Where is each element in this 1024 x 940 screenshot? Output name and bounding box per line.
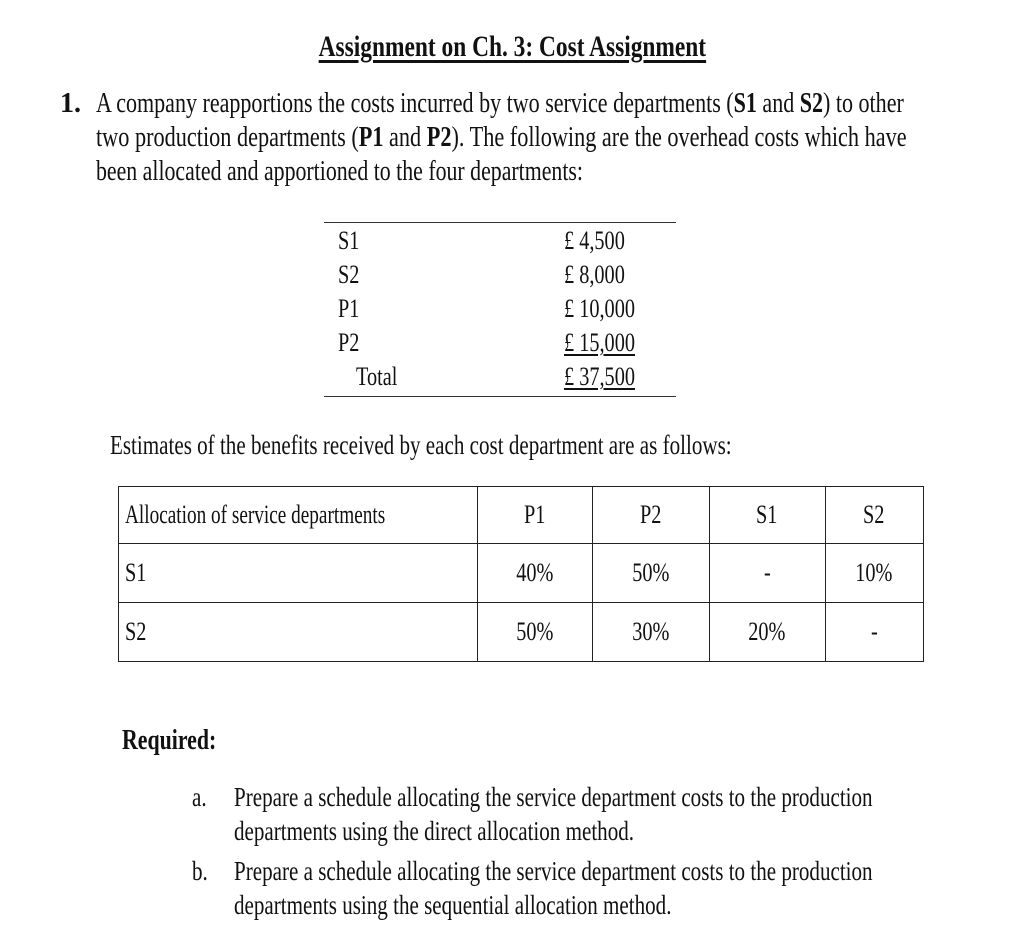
title-text: Assignment on Ch. 3: Cost Assignment (318, 30, 706, 63)
estimates-text: Estimates of the benefits received by each cost department are as follows: (110, 430, 732, 460)
question-line-2: two production departments (P1 and P2). The following are the overhead costs which have (96, 122, 907, 153)
benefits-table (118, 486, 924, 662)
row-label-cell: S2 (119, 603, 478, 662)
value-cell: 20% (709, 603, 825, 662)
value-cell: 40% (477, 544, 592, 603)
cost-amount: £ 8,000 (564, 260, 625, 289)
value-cell: 30% (592, 603, 709, 662)
cost-amount: £ 15,000 (564, 328, 635, 357)
required-item-a-line-2: departments using the direct allocation method. (234, 816, 635, 846)
cost-total-amount: £ 37,500 (564, 362, 635, 391)
benefits-header-row (119, 487, 924, 544)
cost-table-top-rule (324, 222, 676, 223)
value-cell: - (709, 544, 825, 603)
required-item-b-letter: b. (192, 856, 208, 886)
cost-dept-label: P2 (338, 328, 360, 357)
cost-amount: £ 4,500 (564, 226, 625, 255)
cost-amount: £ 10,000 (564, 294, 635, 323)
cost-table-bottom-rule (324, 396, 676, 397)
required-item-a-letter: a. (192, 782, 207, 812)
header-cell: Allocation of service departments (119, 487, 478, 544)
cost-total-label: Total (356, 362, 398, 391)
header-cell: P1 (477, 487, 592, 544)
question-number: 1. (60, 88, 81, 119)
row-label-cell: S1 (119, 544, 478, 603)
required-item-b-line-1: Prepare a schedule allocating the service department costs to the production (234, 856, 873, 886)
value-cell: 10% (825, 544, 923, 603)
header-cell: S1 (709, 487, 825, 544)
cost-dept-label: S2 (338, 260, 360, 289)
table-row (119, 544, 924, 603)
required-item-a-line-1: Prepare a schedule allocating the service department costs to the production (234, 782, 873, 812)
required-heading: Required: (122, 725, 217, 756)
value-cell: - (825, 603, 923, 662)
cost-dept-label: S1 (338, 226, 360, 255)
header-cell: S2 (825, 487, 923, 544)
page-title (0, 30, 1024, 64)
value-cell: 50% (592, 544, 709, 603)
header-cell: P2 (592, 487, 709, 544)
question-line-1: A company reapportions the costs incurred by two service departments (S1 and S2) to other (96, 88, 904, 119)
cost-dept-label: P1 (338, 294, 360, 323)
required-item-b-line-2: departments using the sequential allocation method. (234, 890, 672, 920)
table-row (119, 603, 924, 662)
value-cell: 50% (477, 603, 592, 662)
question-line-3: been allocated and apportioned to the four departments: (96, 156, 583, 187)
